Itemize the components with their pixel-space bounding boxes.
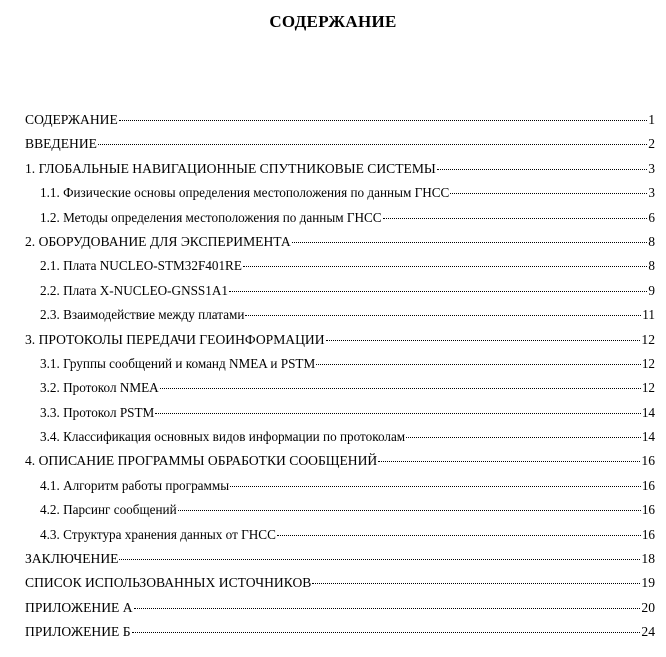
toc-entry[interactable] [25, 230, 655, 254]
toc-entry-page-number: 20 [641, 599, 655, 615]
toc-dot-leader [316, 363, 641, 365]
toc-entry-label: 4.3. Структура хранения данных от ГНСС [40, 526, 276, 542]
toc-dot-leader [132, 631, 641, 633]
toc-entry-page-number: 24 [641, 624, 655, 640]
toc-entry-page-number: 16 [641, 477, 655, 493]
toc-entry[interactable] [25, 328, 655, 352]
toc-dot-leader [134, 607, 641, 609]
toc-dot-leader [160, 387, 641, 389]
toc-entry-page-number: 8 [648, 233, 655, 249]
toc-entry-page-number: 16 [641, 502, 655, 518]
toc-entry-label: 3.1. Группы сообщений и команд NMEA и PSTM [40, 355, 316, 371]
toc-entry-page-number: 3 [648, 185, 655, 201]
toc-entry-label: СПИСОК ИСПОЛЬЗОВАННЫХ ИСТОЧНИКОВ [25, 575, 312, 591]
toc-entry-page-number: 16 [641, 453, 655, 469]
toc-entry-page-number: 14 [641, 429, 655, 445]
toc-dot-leader [437, 168, 647, 170]
page-title: СОДЕРЖАНИЕ [269, 12, 397, 31]
toc-dot-leader [326, 339, 641, 341]
toc-entry-label: 1.2. Методы определения местоположения по данным ГНСС [40, 209, 382, 225]
toc-entry[interactable] [25, 596, 655, 620]
toc-entry-page-number: 12 [641, 380, 655, 396]
toc-entry-page-number: 3 [648, 160, 655, 176]
toc-dot-leader [243, 265, 647, 267]
toc-dot-leader [119, 119, 647, 121]
toc-entry[interactable] [25, 449, 655, 473]
toc-entry-page-number: 18 [641, 551, 655, 567]
toc-entry-label: 2.2. Плата X-NUCLEO-GNSS1A1 [40, 282, 228, 298]
toc-entry-label: СОДЕРЖАНИЕ [25, 112, 118, 127]
toc-entry-page-number: 12 [641, 355, 655, 371]
toc-dot-leader [155, 412, 641, 414]
toc-dot-leader [229, 290, 647, 292]
toc-entry-label: 2.3. Взаимодействие между платами [40, 307, 245, 323]
toc-entry-page-number: 12 [641, 331, 655, 347]
toc-entry[interactable] [25, 425, 655, 449]
toc-entry[interactable] [25, 401, 655, 425]
toc-entry[interactable] [25, 132, 655, 156]
toc-entry[interactable] [25, 498, 655, 522]
toc-entry-label: 3.4. Классификация основных видов информации по протоколам [40, 429, 406, 445]
toc-entry[interactable] [25, 303, 655, 327]
toc-entry-label: 4.1. Алгоритм работы программы [40, 477, 230, 493]
toc-entry-label: 1.1. Физические основы определения местоположения по данным ГНСС [40, 185, 450, 201]
toc-entry-page-number: 1 [648, 112, 655, 127]
toc-dot-leader [383, 217, 648, 219]
toc-entry[interactable] [25, 254, 655, 278]
toc-entry[interactable] [25, 279, 655, 303]
toc-entry-label: 2.1. Плата NUCLEO-STM32F401RE [40, 258, 242, 274]
toc-dot-leader [292, 241, 647, 243]
toc-entry[interactable] [25, 474, 655, 498]
toc-entry[interactable] [25, 571, 655, 595]
toc-dot-leader [450, 192, 647, 194]
toc-entry[interactable] [25, 181, 655, 205]
toc-entry[interactable] [25, 547, 655, 571]
toc-dot-leader [230, 485, 641, 487]
toc-entry-page-number: 6 [648, 209, 655, 225]
toc-entry-page-number: 11 [642, 307, 655, 323]
toc-entry[interactable] [25, 108, 655, 132]
toc-entry[interactable] [25, 376, 655, 400]
toc-entry-label: 1. ГЛОБАЛЬНЫЕ НАВИГАЦИОННЫЕ СПУТНИКОВЫЕ СИСТЕМЫ [25, 160, 436, 176]
toc-entry[interactable] [25, 157, 655, 181]
toc-dot-leader [277, 534, 641, 536]
toc-entry-page-number: 14 [641, 404, 655, 420]
toc-entry[interactable] [25, 523, 655, 547]
toc-dot-leader [406, 436, 641, 438]
toc-entry-label: 3.3. Протокол PSTM [40, 404, 155, 420]
toc-entry-label: ПРИЛОЖЕНИЕ Б [25, 624, 131, 640]
toc-entry[interactable] [25, 206, 655, 230]
toc-entry-label: ЗАКЛЮЧЕНИЕ [25, 551, 119, 567]
toc-dot-leader [119, 558, 640, 560]
toc-dot-leader [245, 314, 641, 316]
toc-entry-label: ВВЕДЕНИЕ [25, 136, 97, 152]
toc-dot-leader [312, 582, 640, 584]
toc-entry-label: 3.2. Протокол NMEA [40, 380, 159, 396]
toc-dot-leader [98, 143, 647, 145]
toc-entry-label: 4.2. Парсинг сообщений [40, 502, 177, 518]
toc-entry[interactable] [25, 620, 655, 644]
toc-entry-label: 2. ОБОРУДОВАНИЕ ДЛЯ ЭКСПЕРИМЕНТА [25, 233, 291, 249]
toc-entry-label: 4. ОПИСАНИЕ ПРОГРАММЫ ОБРАБОТКИ СООБЩЕНИЙ [25, 453, 378, 469]
toc-dot-leader [178, 509, 641, 511]
toc-entry-page-number: 8 [648, 258, 655, 274]
table-of-contents [25, 108, 655, 645]
toc-entry-page-number: 19 [641, 575, 655, 591]
toc-entry[interactable] [25, 352, 655, 376]
toc-dot-leader [378, 460, 640, 462]
toc-entry-label: 3. ПРОТОКОЛЫ ПЕРЕДАЧИ ГЕОИНФОРМАЦИИ [25, 331, 325, 347]
toc-entry-page-number: 9 [648, 282, 655, 298]
toc-entry-label: ПРИЛОЖЕНИЕ А [25, 599, 133, 615]
toc-entry-page-number: 2 [648, 136, 655, 152]
toc-entry-page-number: 16 [641, 526, 655, 542]
